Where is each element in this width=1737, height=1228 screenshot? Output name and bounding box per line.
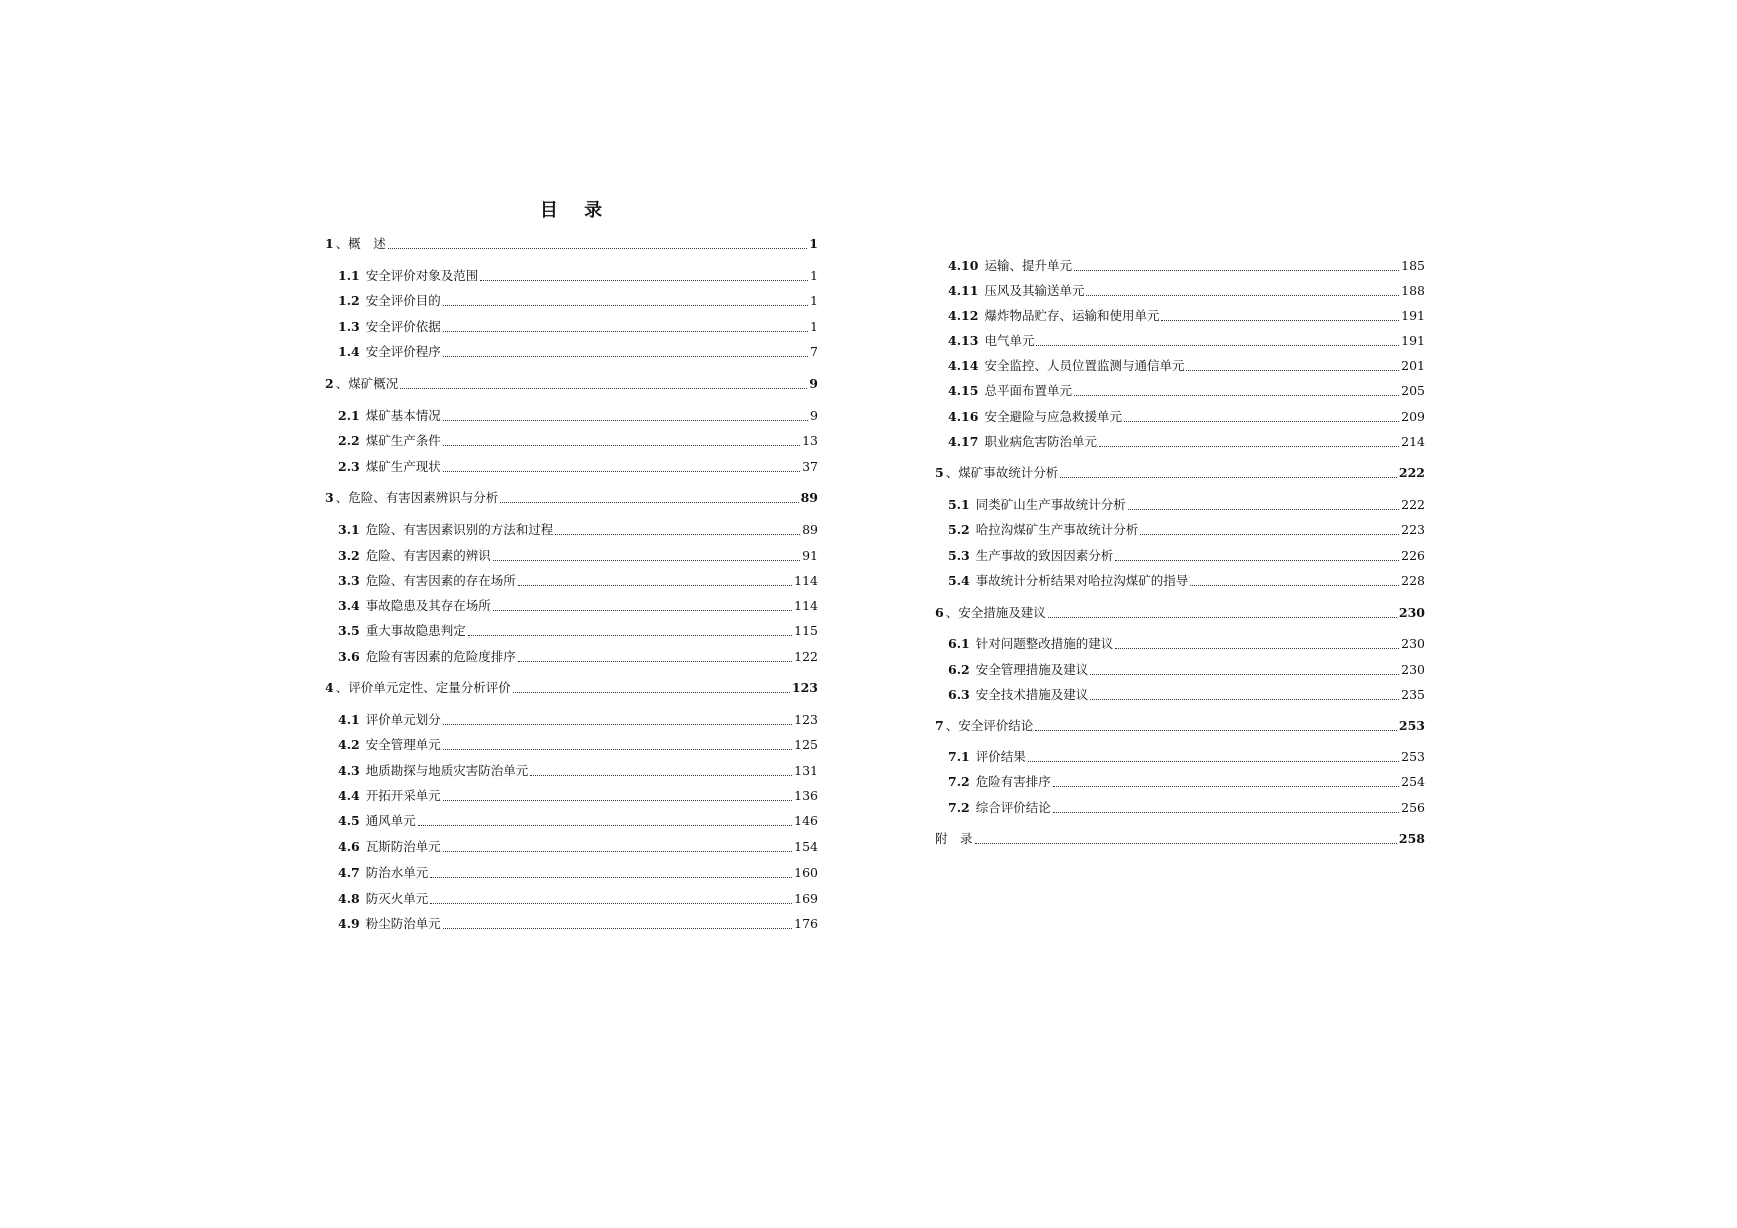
toc-entry-page-number: 1 — [810, 319, 818, 334]
toc-entry-page-number: 146 — [794, 813, 818, 828]
toc-entry-1-1[interactable] — [325, 267, 818, 285]
toc-entry-number: 4.3 — [338, 763, 360, 778]
toc-entry-label: 职业病危害防治单元 — [984, 434, 1097, 449]
toc-entry-1-3[interactable] — [325, 318, 818, 336]
toc-entry-label: 总平面布置单元 — [984, 383, 1072, 398]
toc-entry-number: 3 — [325, 490, 334, 505]
toc-entry-label: 开拓开采单元 — [365, 788, 441, 803]
toc-entry-page-number: 9 — [809, 376, 818, 391]
toc-entry-page-number: 230 — [1401, 662, 1425, 677]
toc-entry-page-number: 230 — [1401, 636, 1425, 651]
toc-entry-label: 安全评价对象及范围 — [365, 268, 479, 283]
toc-entry-number: 4.1 — [338, 712, 360, 727]
toc-dot-leader — [443, 331, 808, 332]
toc-entry-label: 事故隐患及其存在场所 — [365, 598, 491, 613]
toc-entry-number: 6 — [935, 605, 944, 620]
toc-entry-number: 4.14 — [948, 358, 979, 373]
toc-entry-number: 5.1 — [948, 497, 970, 512]
toc-title: 目 录 — [539, 200, 613, 221]
toc-entry-number: 3.6 — [338, 649, 360, 664]
toc-entry-4-16[interactable] — [935, 408, 1425, 426]
toc-dot-leader — [1074, 395, 1399, 396]
toc-entry-label: 、概 述 — [335, 236, 386, 251]
toc-entry-label: 粉尘防治单元 — [365, 916, 441, 931]
toc-entry-page-number: 154 — [794, 839, 818, 854]
toc-dot-leader — [1099, 446, 1399, 447]
toc-entry-4-7[interactable] — [325, 864, 818, 882]
toc-entry-label: 综合评价结论 — [975, 800, 1051, 815]
toc-dot-leader — [443, 928, 792, 929]
toc-entry-page-number: 169 — [794, 891, 818, 906]
toc-entry-page-number: 235 — [1401, 687, 1425, 702]
toc-entry-number: 4 — [325, 680, 334, 695]
toc-entry-page-number: 136 — [794, 788, 818, 803]
toc-entry-page-number: 37 — [802, 459, 818, 474]
toc-entry-1-2[interactable] — [325, 292, 818, 310]
toc-entry-number: 4.10 — [948, 258, 979, 273]
toc-dot-leader — [1128, 509, 1399, 510]
toc-entry-number: 4.8 — [338, 891, 360, 906]
toc-entry-label: 安全监控、人员位置监测与通信单元 — [984, 358, 1185, 373]
toc-dot-leader — [1090, 674, 1399, 675]
toc-dot-leader — [388, 248, 808, 249]
toc-dot-leader — [1035, 730, 1397, 731]
toc-entry-page-number: 205 — [1401, 383, 1425, 398]
toc-entry-number: 4.11 — [948, 283, 979, 298]
toc-entry-2-3[interactable] — [325, 458, 818, 476]
toc-entry-4-2[interactable] — [325, 736, 818, 754]
toc-entry-4-10[interactable] — [935, 257, 1425, 275]
toc-dot-leader — [500, 502, 798, 503]
toc-entry-number: 3.1 — [338, 522, 360, 537]
toc-dot-leader — [443, 800, 792, 801]
toc-dot-leader — [1186, 370, 1399, 371]
toc-entry-number: 4.13 — [948, 333, 979, 348]
toc-entry-page-number: 9 — [810, 408, 818, 423]
toc-entry-label: 生产事故的致因因素分析 — [975, 548, 1114, 563]
toc-entry-number: 6.2 — [948, 662, 970, 677]
toc-entry-page-number: 222 — [1398, 465, 1425, 480]
toc-entry-3-5[interactable] — [325, 622, 818, 640]
toc-dot-leader — [975, 843, 1397, 844]
toc-entry-label: 瓦斯防治单元 — [365, 839, 441, 854]
toc-entry-3-3[interactable] — [325, 572, 818, 590]
toc-entry-page-number: 176 — [794, 916, 818, 931]
toc-dot-leader — [1115, 560, 1399, 561]
toc-entry-number: 5.4 — [948, 573, 970, 588]
toc-entry-5-2[interactable] — [935, 521, 1425, 539]
toc-entry-4-6[interactable] — [325, 838, 818, 856]
toc-entry-number: 4.16 — [948, 409, 979, 424]
toc-entry-7-2[interactable] — [935, 773, 1425, 791]
toc-entry-page-number: 114 — [794, 573, 818, 588]
toc-dot-leader — [443, 445, 800, 446]
toc-entry-page-number: 115 — [794, 623, 818, 638]
toc-entry-label: 防灭火单元 — [365, 891, 429, 906]
toc-entry-page-number: 214 — [1401, 434, 1425, 449]
toc-entry-7-2[interactable] — [935, 799, 1425, 817]
toc-entry-5-1[interactable] — [935, 496, 1425, 514]
toc-entry-page-number: 253 — [1401, 749, 1425, 764]
toc-entry-page-number: 89 — [802, 522, 818, 537]
toc-dot-leader — [1086, 295, 1399, 296]
toc-entry-page-number: 13 — [802, 433, 818, 448]
toc-entry-page-number: 222 — [1401, 497, 1425, 512]
toc-entry-label: 、煤矿概况 — [335, 376, 399, 391]
toc-entry-label: 危险有害排序 — [975, 774, 1051, 789]
toc-entry-3-2[interactable] — [325, 547, 818, 565]
toc-entry-number: 4.6 — [338, 839, 360, 854]
toc-dot-leader — [468, 635, 792, 636]
toc-entry-5[interactable] — [935, 464, 1425, 482]
toc-entry-page-number: 253 — [1398, 718, 1425, 733]
toc-entry-label: 危险、有害因素的存在场所 — [365, 573, 516, 588]
toc-entry-page-number: 185 — [1401, 258, 1425, 273]
toc-entry-4-14[interactable] — [935, 357, 1425, 375]
toc-entry-label: 安全评价依据 — [365, 319, 441, 334]
toc-entry-label: 、评价单元定性、定量分析评价 — [335, 680, 511, 695]
toc-dot-leader — [555, 534, 800, 535]
toc-entry-1-4[interactable] — [325, 343, 818, 361]
toc-entry-page-number: 114 — [794, 598, 818, 613]
toc-entry-label: 附 录 — [935, 831, 973, 846]
toc-entry-3-1[interactable] — [325, 521, 818, 539]
toc-entry-page-number: 226 — [1401, 548, 1425, 563]
toc-entry-number: 3.4 — [338, 598, 360, 613]
toc-dot-leader — [443, 851, 792, 852]
toc-entry-4-9[interactable] — [325, 915, 818, 933]
toc-entry-label: 、安全评价结论 — [945, 718, 1034, 733]
toc-dot-leader — [443, 420, 808, 421]
toc-entry-page-number: 1 — [809, 236, 818, 251]
toc-entry-page-number: 131 — [794, 763, 818, 778]
toc-entry-6[interactable] — [935, 604, 1425, 622]
toc-entry-7-1[interactable] — [935, 748, 1425, 766]
toc-entry-label: 防治水单元 — [365, 865, 429, 880]
toc-entry-label: 评价单元划分 — [365, 712, 441, 727]
toc-entry-number: 2.2 — [338, 433, 360, 448]
toc-entry-page-number: 1 — [810, 293, 818, 308]
toc-dot-leader — [480, 280, 808, 281]
toc-dot-leader — [443, 749, 792, 750]
toc-entry-label: 针对问题整改措施的建议 — [975, 636, 1114, 651]
toc-entry-4-13[interactable] — [935, 332, 1425, 350]
toc-dot-leader — [530, 775, 792, 776]
toc-entry-label: 、危险、有害因素辨识与分析 — [335, 490, 499, 505]
toc-entry-label: 、煤矿事故统计分析 — [945, 465, 1059, 480]
toc-entry-4-11[interactable] — [935, 282, 1425, 300]
toc-entry-number: 1 — [325, 236, 334, 251]
toc-entry-number: 5.3 — [948, 548, 970, 563]
toc-entry-number: 4.9 — [338, 916, 360, 931]
toc-dot-leader — [1115, 648, 1399, 649]
toc-dot-leader — [1124, 421, 1399, 422]
toc-entry-number: 7.2 — [948, 774, 970, 789]
toc-dot-leader — [443, 471, 800, 472]
toc-entry-4-3[interactable] — [325, 762, 818, 780]
toc-entry-label: 地质勘探与地质灾害防治单元 — [365, 763, 529, 778]
toc-entry-2[interactable] — [325, 375, 818, 393]
toc-dot-leader — [443, 305, 808, 306]
toc-entry-number: 1.1 — [338, 268, 360, 283]
toc-entry-number: 4.4 — [338, 788, 360, 803]
toc-entry-page-number: 123 — [794, 712, 818, 727]
toc-dot-leader — [1053, 786, 1399, 787]
toc-entry-3-6[interactable] — [325, 648, 818, 666]
toc-entry-number: 7.2 — [948, 800, 970, 815]
toc-entry-page-number: 7 — [810, 344, 818, 359]
toc-dot-leader — [1036, 345, 1399, 346]
toc-entry-page-number: 254 — [1401, 774, 1425, 789]
toc-entry-number: 6.3 — [948, 687, 970, 702]
toc-entry-page-number: 123 — [791, 680, 818, 695]
toc-entry-4-4[interactable] — [325, 787, 818, 805]
toc-entry-number: 4.2 — [338, 737, 360, 752]
toc-entry-4-15[interactable] — [935, 382, 1425, 400]
toc-dot-leader — [1074, 270, 1399, 271]
toc-entry-label: 安全技术措施及建议 — [975, 687, 1089, 702]
toc-entry-label: 安全管理单元 — [365, 737, 441, 752]
toc-entry-2-1[interactable] — [325, 407, 818, 425]
toc-entry-label: 煤矿生产条件 — [365, 433, 441, 448]
toc-entry-appendix[interactable] — [935, 830, 1425, 848]
toc-entry-4-5[interactable] — [325, 812, 818, 830]
toc-entry-page-number: 209 — [1401, 409, 1425, 424]
toc-entry-7[interactable] — [935, 717, 1425, 735]
toc-entry-label: 煤矿基本情况 — [365, 408, 441, 423]
toc-entry-number: 4.15 — [948, 383, 979, 398]
toc-entry-number: 6.1 — [948, 636, 970, 651]
toc-dot-leader — [430, 903, 792, 904]
toc-entry-label: 运输、提升单元 — [984, 258, 1072, 273]
toc-entry-number: 5 — [935, 465, 944, 480]
toc-entry-label: 安全管理措施及建议 — [975, 662, 1089, 677]
toc-entry-page-number: 201 — [1401, 358, 1425, 373]
toc-entry-page-number: 191 — [1401, 308, 1425, 323]
toc-dot-leader — [1053, 812, 1399, 813]
toc-entry-page-number: 122 — [794, 649, 818, 664]
toc-entry-label: 爆炸物品贮存、运输和使用单元 — [984, 308, 1160, 323]
toc-dot-leader — [518, 585, 792, 586]
toc-entry-label: 同类矿山生产事故统计分析 — [975, 497, 1126, 512]
toc-dot-leader — [1161, 320, 1399, 321]
toc-entry-label: 压风及其输送单元 — [984, 283, 1085, 298]
toc-entry-label: 安全避险与应急救援单元 — [984, 409, 1122, 424]
toc-dot-leader — [400, 388, 807, 389]
toc-entry-number: 4.17 — [948, 434, 979, 449]
toc-entry-4-1[interactable] — [325, 711, 818, 729]
toc-dot-leader — [1140, 534, 1399, 535]
toc-entry-label: 安全评价目的 — [365, 293, 441, 308]
toc-entry-label: 电气单元 — [984, 333, 1035, 348]
toc-entry-label: 评价结果 — [975, 749, 1026, 764]
toc-dot-leader — [518, 661, 792, 662]
toc-entry-number: 2.1 — [338, 408, 360, 423]
toc-dot-leader — [513, 692, 790, 693]
toc-entry-3-4[interactable] — [325, 597, 818, 615]
toc-entry-page-number: 230 — [1398, 605, 1425, 620]
toc-dot-leader — [1190, 585, 1399, 586]
toc-entry-6-3[interactable] — [935, 686, 1425, 704]
toc-entry-5-4[interactable] — [935, 572, 1425, 590]
toc-entry-4-12[interactable] — [935, 307, 1425, 325]
toc-dot-leader — [1090, 699, 1399, 700]
toc-dot-leader — [493, 610, 792, 611]
toc-entry-number: 7 — [935, 718, 944, 733]
toc-entry-page-number: 89 — [800, 490, 818, 505]
toc-entry-number: 2.3 — [338, 459, 360, 474]
toc-entry-page-number: 160 — [794, 865, 818, 880]
toc-entry-number: 4.5 — [338, 813, 360, 828]
toc-dot-leader — [418, 825, 792, 826]
toc-entry-number: 3.2 — [338, 548, 360, 563]
toc-dot-leader — [493, 560, 800, 561]
toc-entry-1[interactable] — [325, 235, 818, 253]
toc-dot-leader — [1060, 477, 1397, 478]
toc-entry-page-number: 188 — [1401, 283, 1425, 298]
toc-entry-label: 危险、有害因素的辨识 — [365, 548, 491, 563]
toc-entry-6-1[interactable] — [935, 635, 1425, 653]
toc-entry-page-number: 91 — [802, 548, 818, 563]
toc-entry-label: 煤矿生产现状 — [365, 459, 441, 474]
toc-entry-4-8[interactable] — [325, 890, 818, 908]
toc-entry-label: 重大事故隐患判定 — [365, 623, 466, 638]
toc-entry-2-2[interactable] — [325, 432, 818, 450]
toc-entry-page-number: 228 — [1401, 573, 1425, 588]
toc-entry-label: 通风单元 — [365, 813, 416, 828]
toc-entry-number: 1.4 — [338, 344, 360, 359]
toc-entry-label: 、安全措施及建议 — [945, 605, 1046, 620]
toc-entry-page-number: 1 — [810, 268, 818, 283]
toc-entry-label: 安全评价程序 — [365, 344, 441, 359]
toc-dot-leader — [1048, 617, 1397, 618]
toc-entry-page-number: 223 — [1401, 522, 1425, 537]
toc-entry-label: 哈拉沟煤矿生产事故统计分析 — [975, 522, 1139, 537]
toc-entry-label: 事故统计分析结果对哈拉沟煤矿的指导 — [975, 573, 1189, 588]
toc-entry-label: 危险有害因素的危险度排序 — [365, 649, 516, 664]
toc-entry-number: 4.7 — [338, 865, 360, 880]
toc-dot-leader — [430, 877, 792, 878]
toc-entry-3[interactable] — [325, 489, 818, 507]
toc-entry-number: 4.12 — [948, 308, 979, 323]
toc-entry-label: 危险、有害因素识别的方法和过程 — [365, 522, 554, 537]
toc-entry-page-number: 256 — [1401, 800, 1425, 815]
toc-entry-number: 2 — [325, 376, 334, 391]
toc-entry-number: 1.3 — [338, 319, 360, 334]
toc-entry-number: 3.5 — [338, 623, 360, 638]
toc-entry-page-number: 191 — [1401, 333, 1425, 348]
toc-entry-4[interactable] — [325, 679, 818, 697]
toc-dot-leader — [443, 724, 792, 725]
toc-entry-6-2[interactable] — [935, 661, 1425, 679]
toc-entry-page-number: 125 — [794, 737, 818, 752]
toc-entry-number: 7.1 — [948, 749, 970, 764]
toc-dot-leader — [443, 356, 808, 357]
toc-entry-5-3[interactable] — [935, 547, 1425, 565]
toc-entry-number: 1.2 — [338, 293, 360, 308]
toc-entry-number: 3.3 — [338, 573, 360, 588]
toc-entry-page-number: 258 — [1398, 831, 1425, 846]
toc-dot-leader — [1028, 761, 1399, 762]
toc-entry-number: 5.2 — [948, 522, 970, 537]
toc-entry-4-17[interactable] — [935, 433, 1425, 451]
